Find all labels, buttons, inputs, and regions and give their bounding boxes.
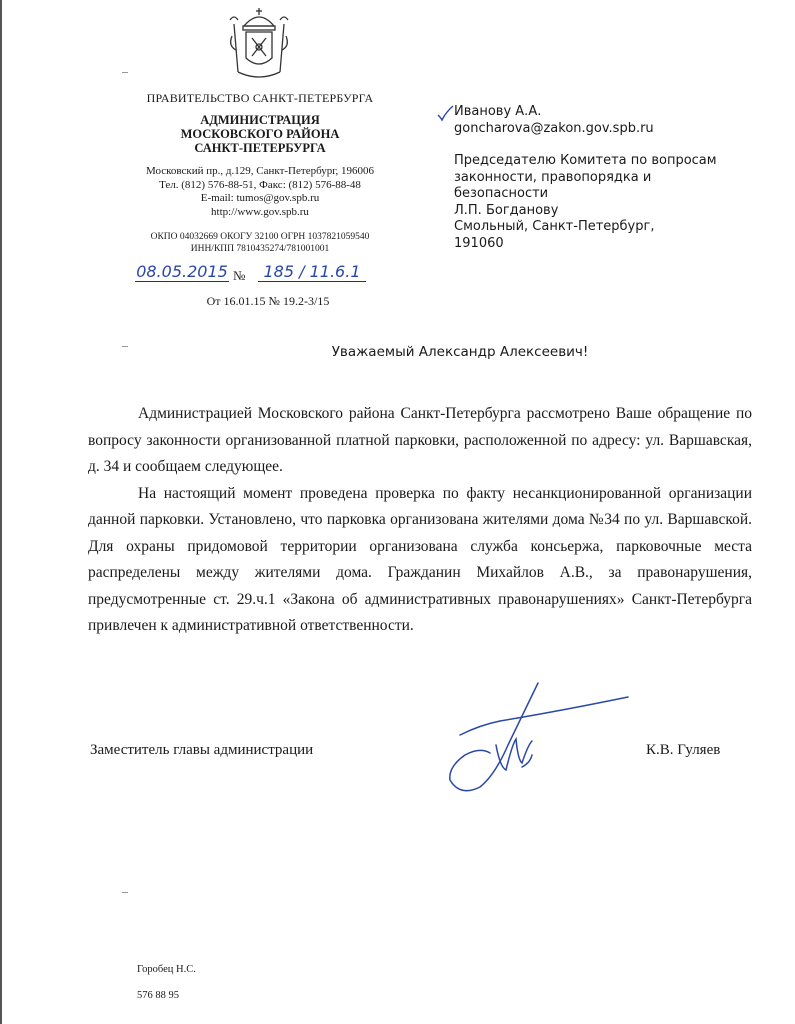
registration-number-label: № [233,268,246,283]
coat-of-arms-icon [226,6,292,82]
registry-codes [110,231,410,255]
executor-phone: 576 88 95 [137,990,179,1001]
body-paragraph-1: Администрацией Московского района Санкт-Петербурга рассмотрено Ваше обращение по вопросу законности организованной платной парковки, расположенной по адресу: ул. Варшавская, д. 34 и сообщаем следующее. [88,405,752,475]
scan-mark [122,892,128,893]
admin-line-1: АДМИНИСТРАЦИЯ [200,113,320,127]
email: E-mail: tumos@gov.spb.ru [200,192,320,204]
registration-date: 08.05.2015 [136,262,228,281]
addressee-line: законности, правопорядка и [454,169,652,185]
handwritten-signature [420,675,635,795]
admin-line-2: МОСКОВСКОГО РАЙОНА [180,127,340,141]
signatory-name: К.В. Гуляев [646,742,721,758]
postal-address: Московский пр., д.129, Санкт-Петербург, 196006 [145,165,375,177]
scan-mark [122,72,128,73]
signatory-title: Заместитель главы администрации [90,742,314,758]
addressee-line: Л.П. Богданову [454,202,559,218]
codes-line-1: ОКПО 04032669 ОКОГУ 32100 ОГРН 1037821059540 [150,232,370,242]
addressee-line: Председателю Комитета по вопросам [454,153,717,168]
government-name: ПРАВИТЕЛЬСТВО САНКТ-ПЕТЕРБУРГА [146,91,374,105]
body-paragraph-2: На настоящий момент проведена проверка по факту несанкционированной организации данной парковки. Установлено, что парковка организована жителями дома №34 по ул. Варшавской. Для охраны придомовой территории организована служба консьержа, парковочные места распределены между жителями дома. Гражданин Михайлов А.В., за правонарушения, предусмотренные ст. 29.ч.1 «Закона об административных правонарушениях» Санкт-Петербурга привлечен к административной ответственности. [88,484,752,634]
cc-name: Иванову А.А. [454,104,542,119]
letter-body [88,401,752,640]
page-edge [0,0,2,1024]
registration-number: 185 / 11.6.1 [258,262,366,282]
addressee-line: Смольный, Санкт-Петербург, [454,219,655,234]
greeting: Уважаемый Александр Алексеевич! [331,344,589,360]
administration-name [110,113,410,155]
admin-line-3: САНКТ-ПЕТЕРБУРГА [194,141,326,155]
addressee-line: 191060 [454,235,504,251]
addressee-block [454,104,754,252]
phone-fax: Тел. (812) 576-88-51, Факс: (812) 576-88-48 [159,178,361,191]
scan-mark [122,346,128,347]
executor-name: Горобец Н.С. [137,964,196,975]
checkmark-icon [436,104,454,122]
website: http://www.gov.spb.ru [211,205,309,218]
reference-line: От 16.01.15 № 19.2-3/15 [206,294,330,308]
contact-block [110,165,410,219]
addressee-line: безопасности [454,186,549,201]
codes-line-2: ИНН/КПП 7810435274/781001001 [190,244,330,254]
cc-email: goncharova@zakon.gov.spb.ru [454,120,654,136]
